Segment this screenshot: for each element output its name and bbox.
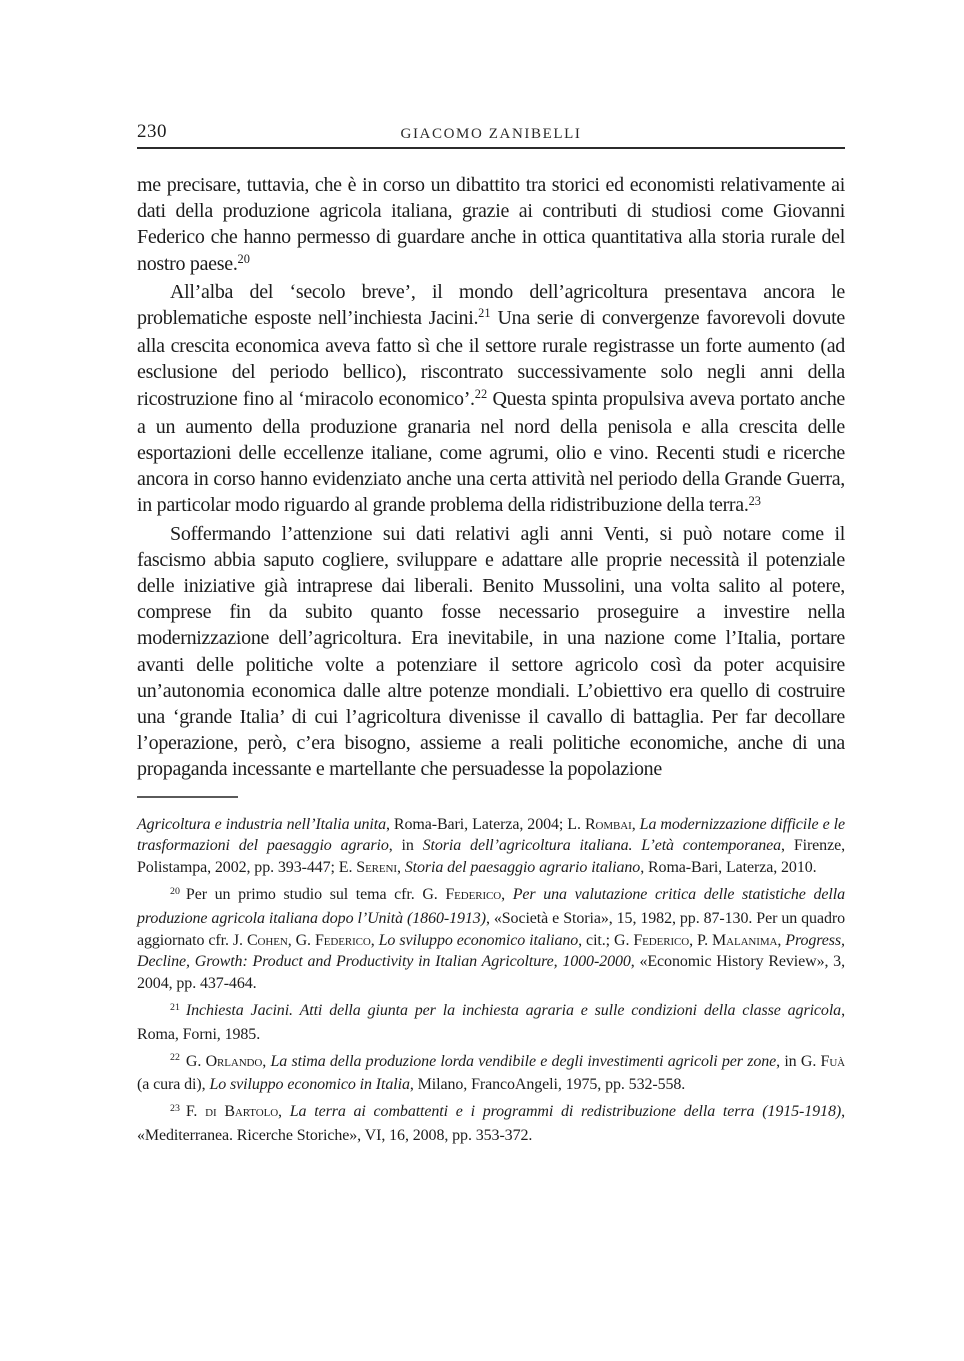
text-run: Progress, Decline, Growth: Product and Productivity in Italian Agricolture, 1000-2000 [137,931,845,971]
paragraph [137,279,845,521]
text-run: 20 [237,251,250,266]
text-run: 23 [748,493,761,508]
text-run: di Bartolo [205,1103,279,1121]
text-run: Sereni [356,859,397,877]
text-run: Fuà [820,1052,846,1070]
text-run: Cohen [246,931,288,949]
text-run: Questa spinta propulsiva aveva portato anche a un aumento della produzione granaria nel nord della penisola e alla crescita delle esportazioni delle eccellenze italiane, come agrumi, olio e vino. Recenti studi e ricerche ancora in corso hanno evidenziato anche una certa attività nel periodo della Grande Guerra, in particolar modo riguardo al grande problema della ridistribuzione della terra. [137,387,845,517]
text-run: Lo sviluppo economico italiano [378,931,579,949]
text-run: Orlando [205,1052,263,1070]
text-run: 21 [170,1001,180,1013]
text-run: Per una valutazione critica delle statistiche della produzione agricola italiana dopo l’Unità (1860-1913) [137,886,845,927]
running-title: GIACOMO ZANIBELLI [400,126,582,142]
text-run: F. [185,1103,206,1121]
footnote-23 [137,1101,845,1147]
text-run: , Roma, Forni, 1985. [137,1002,845,1043]
text-run: , Roma-Bari, Laterza, 2004; L. [385,815,585,833]
footnote-separator-rule [137,796,238,798]
text-run: , [262,1052,271,1070]
text-run: , cit.; G. [578,931,634,949]
text-run: , «Economic History Review», 3, 2004, pp. 437-464. [137,953,845,993]
text-run: , in G. [776,1052,821,1070]
text-run: (a cura di), [137,1076,210,1094]
text-run: , [777,931,786,949]
text-run: 23 [170,1102,180,1114]
text-run: Storia del paesaggio agrario italiano [404,859,641,877]
page-content [137,118,845,1152]
text-run: All’alba del ‘secolo breve’, il mondo dell’agricoltura presentava ancora le problematiche esposte nell’inchiesta Jacini. [137,280,845,330]
text-run: La modernizzazione difficile e le trasformazioni del paesaggio agrario [137,815,845,855]
text-run: La terra ai combattenti e i programmi di redistribuzione della terra (1915-1918) [289,1103,842,1121]
text-run: Lo sviluppo economico in Italia [209,1076,410,1094]
text-run: , G. [287,931,315,949]
text-run: La stima della produzione lorda vendibile e degli investimenti agricoli per zone [270,1052,777,1070]
footnotes-section [137,814,845,1147]
text-run: G. [185,1052,206,1070]
text-run: Inchiesta Jacini. Atti della giunta per la inchiesta agraria e sulle condizioni della classe agricola [185,1002,842,1020]
text-run: , [501,886,513,904]
body-text [137,172,845,783]
text-run: Federico [633,931,690,949]
text-run: 21 [478,306,491,321]
text-run: , «Mediterranea. Ricerche Storiche», VI, 16, 2008, pp. 353-372. [137,1103,845,1145]
footnote-20 [137,884,845,995]
text-run: , Milano, FrancoAngeli, 1975, pp. 532-558. [409,1076,686,1094]
footnote-continuation [137,814,845,879]
text-run: , in [388,837,423,855]
text-run: Rombai [584,815,632,833]
text-run: , «Società e Storia», 15, 1982, pp. 87-130. Per un quadro aggiornato cfr. J. [137,909,845,949]
text-run: Federico [314,931,371,949]
page-number: 230 [137,121,167,142]
text-run: 22 [170,1052,180,1064]
text-run: , [370,931,379,949]
text-run: , [396,859,405,877]
paragraph [137,521,845,783]
text-run: Storia dell’agricoltura italiana. L’età contemporanea [422,837,782,855]
running-header [137,118,845,149]
text-run: Soffermando l’attenzione sui dati relativi agli anni Venti, si può notare come il fascismo abbia saputo cogliere, sviluppare e adattare alle proprie necessità il potenziale delle iniziative già intraprese dai liberali. Benito Mussolini, una volta salito al potere, comprese fin da subito quanto fosse necessario proseguire a investire nella modernizzazione dell’agricoltura. Era inevitabile, in una nazione come l’Italia, portare avanti delle politiche volte a potenziare il settore agricolo così da poter acquisire un’autonomia economica dalle altre potenze mondiali. L’obiettivo era quello di costruire una ‘grande Italia’ di cui l’agricoltura divenisse il cavallo di battaglia. Per far decollare l’operazione, però, c’era bisogno, assieme a reali politiche economiche, anche di una propaganda incessante e martellante che persuadesse la popolazione [137,522,845,781]
text-run: , [278,1103,290,1121]
footnote-21 [137,1000,845,1046]
text-run: me precisare, tuttavia, che è in corso un dibattito tra storici ed economisti relativamente ai dati della produzione agricola italiana, grazie ai contributi di studiosi come Giovanni Federico che hanno permesso di guardare anche in ottica quantitativa alla storia rurale del nostro paese. [137,174,845,275]
text-run: , Roma-Bari, Laterza, 2010. [640,859,817,877]
text-run: , [631,815,640,833]
text-run: , P. [689,931,712,949]
text-run: Agricoltura e industria nell’Italia unita [137,815,386,833]
text-run: Per un primo studio sul tema cfr. G. [185,886,446,904]
text-run: 22 [474,386,488,401]
text-run: Una serie di convergenze favorevoli dovute alla crescita economica aveva fatto sì che il settore rurale registrasse un forte aumento (ad esclusione del periodo bellico), riscontrato successivamente solo negli anni della ricostruzione fino al ‘miracolo economico’. [137,307,845,410]
paragraph [137,172,845,279]
text-run: Malanima [711,931,778,949]
text-run: Federico [445,886,502,904]
text-run: 20 [170,885,180,897]
text-run: , Firenze, Polistampa, 2002, pp. 393-447; E. [137,837,845,877]
footnote-22 [137,1051,845,1097]
